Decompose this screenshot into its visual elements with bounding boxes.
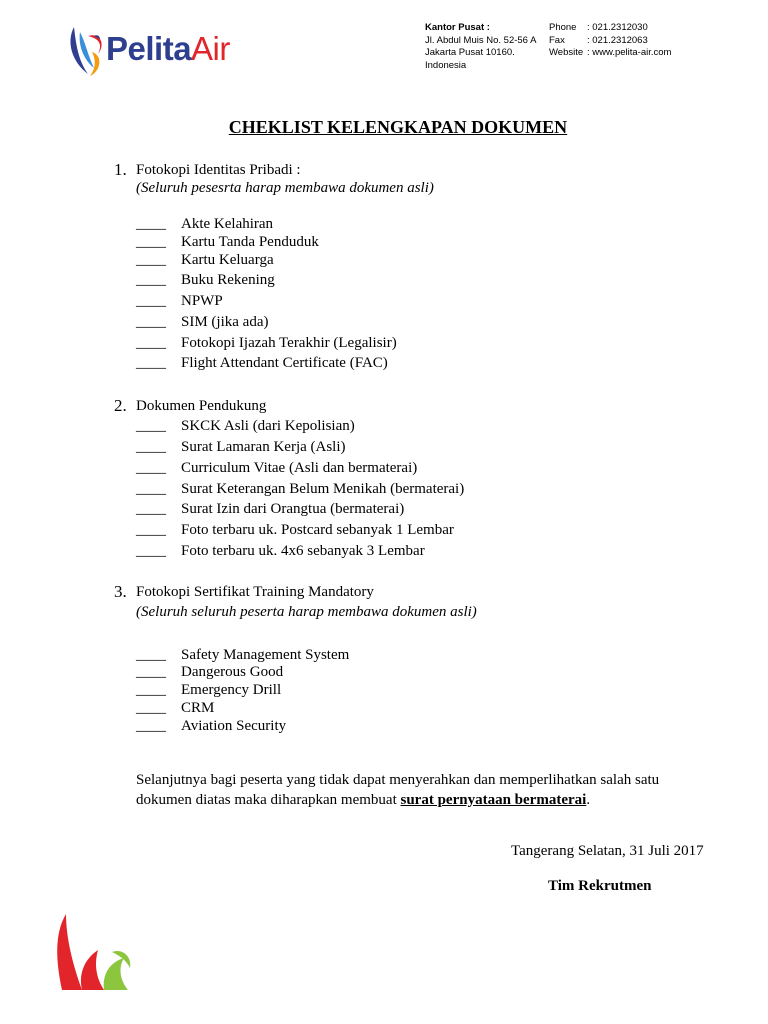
item-label: NPWP bbox=[181, 293, 223, 309]
item-label: CRM bbox=[181, 700, 215, 716]
blank-line: ____ bbox=[136, 682, 166, 698]
contact-website bbox=[549, 47, 671, 60]
document-title: CHEKLIST KELENGKAPAN DOKUMEN bbox=[228, 117, 568, 137]
item-label: Dangerous Good bbox=[181, 664, 284, 680]
list-item bbox=[136, 416, 355, 436]
address-line: Jl. Abdul Muis No. 52-56 A bbox=[425, 34, 537, 46]
item-label: Fotokopi Ijazah Terakhir (Legalisir) bbox=[181, 335, 397, 351]
list-item bbox=[136, 662, 283, 682]
list-item bbox=[136, 479, 464, 499]
contact-block bbox=[549, 22, 671, 60]
item-label: Kartu Tanda Penduduk bbox=[181, 234, 319, 250]
item-label: Akte Kelahiran bbox=[181, 216, 274, 232]
item-label: Surat Izin dari Orangtua (bermaterai) bbox=[181, 501, 405, 517]
list-item bbox=[136, 214, 273, 234]
address-line: Indonesia bbox=[425, 59, 467, 71]
item-label: Buku Rekening bbox=[181, 272, 275, 288]
list-item bbox=[136, 698, 214, 718]
blank-line: ____ bbox=[136, 522, 166, 538]
closing-text: Selanjutnya bagi peserta yang tidak dapat menyerahkan dan memperlihatkan salah satu dokumen diatas maka diharapkan membuat bbox=[136, 772, 660, 808]
contact-label: Fax bbox=[549, 34, 565, 46]
contact-label: Phone bbox=[549, 22, 577, 33]
contact-label: Website bbox=[549, 47, 584, 58]
item-label: Surat Keterangan Belum Menikah (bermaterai) bbox=[181, 481, 465, 497]
blank-line: ____ bbox=[136, 272, 166, 288]
contact-phone bbox=[549, 22, 671, 35]
closing-emphasis: surat pernyataan bermaterai bbox=[400, 792, 587, 808]
list-item bbox=[136, 437, 346, 457]
blank-line: ____ bbox=[136, 664, 166, 680]
contact-value: : www.pelita-air.com bbox=[587, 47, 672, 58]
list-item bbox=[136, 541, 425, 561]
item-label: Aviation Security bbox=[181, 718, 287, 734]
blank-line: ____ bbox=[136, 355, 166, 371]
item-label: Flight Attendant Certificate (FAC) bbox=[181, 355, 388, 371]
list-item bbox=[136, 312, 268, 332]
list-item bbox=[136, 458, 417, 478]
blank-line: ____ bbox=[136, 439, 166, 455]
item-label: Safety Management System bbox=[181, 647, 350, 663]
blank-line: ____ bbox=[136, 501, 166, 517]
closing-end: . bbox=[586, 792, 591, 808]
contact-fax bbox=[549, 35, 671, 48]
list-item bbox=[136, 333, 397, 353]
list-item bbox=[136, 353, 388, 373]
section-note: (Seluruh pesesrta harap membawa dokumen asli) bbox=[136, 180, 434, 196]
blank-line: ____ bbox=[136, 234, 166, 250]
office-label: Kantor Pusat : bbox=[425, 22, 490, 33]
list-item bbox=[136, 499, 404, 519]
blank-line: ____ bbox=[136, 460, 166, 476]
logo-text-pelita: Pelita bbox=[106, 30, 192, 67]
item-label: Curriculum Vitae (Asli dan bermaterai) bbox=[181, 460, 418, 476]
list-item bbox=[136, 520, 454, 540]
list-item bbox=[136, 716, 286, 736]
office-address bbox=[425, 22, 536, 72]
item-label: Surat Lamaran Kerja (Asli) bbox=[181, 439, 346, 455]
item-label: Foto terbaru uk. 4x6 sebanyak 3 Lembar bbox=[181, 543, 425, 559]
section-heading: Dokumen Pendukung bbox=[136, 398, 267, 414]
section-note: (Seluruh seluruh peserta harap membawa dokumen asli) bbox=[136, 604, 477, 620]
list-item bbox=[136, 250, 274, 270]
contact-value: : 021.2312030 bbox=[587, 22, 648, 33]
closing-paragraph bbox=[136, 770, 696, 810]
item-label: SIM (jika ada) bbox=[181, 314, 269, 330]
address-line: Jakarta Pusat 10160. bbox=[425, 47, 515, 58]
blank-line: ____ bbox=[136, 647, 166, 663]
section-number: 3. bbox=[114, 582, 127, 601]
place-date: Tangerang Selatan, 31 Juli 2017 bbox=[511, 843, 704, 859]
blank-line: ____ bbox=[136, 700, 166, 716]
item-label: SKCK Asli (dari Kepolisian) bbox=[181, 418, 355, 434]
section-heading: Fotokopi Sertifikat Training Mandatory bbox=[136, 584, 374, 600]
signature: Tim Rekrutmen bbox=[548, 878, 652, 894]
logo-wordmark bbox=[106, 30, 230, 68]
item-label: Emergency Drill bbox=[181, 682, 282, 698]
section-number: 1. bbox=[114, 160, 127, 179]
item-label: Foto terbaru uk. Postcard sebanyak 1 Lembar bbox=[181, 522, 454, 538]
blank-line: ____ bbox=[136, 718, 166, 734]
blank-line: ____ bbox=[136, 335, 166, 351]
blank-line: ____ bbox=[136, 481, 166, 497]
blank-line: ____ bbox=[136, 252, 166, 268]
list-item bbox=[136, 291, 223, 311]
logo-text-air: Air bbox=[191, 30, 230, 67]
blank-line: ____ bbox=[136, 543, 166, 559]
blank-line: ____ bbox=[136, 314, 166, 330]
blank-line: ____ bbox=[136, 293, 166, 309]
list-item bbox=[136, 680, 281, 700]
section-number: 2. bbox=[114, 396, 127, 415]
list-item bbox=[136, 232, 319, 252]
item-label: Kartu Keluarga bbox=[181, 252, 274, 268]
blank-line: ____ bbox=[136, 216, 166, 232]
list-item bbox=[136, 270, 275, 290]
blank-line: ____ bbox=[136, 418, 166, 434]
contact-value: : 021.2312063 bbox=[587, 34, 648, 46]
section-heading: Fotokopi Identitas Pribadi : bbox=[136, 162, 301, 178]
flame-logo-icon bbox=[52, 912, 136, 992]
